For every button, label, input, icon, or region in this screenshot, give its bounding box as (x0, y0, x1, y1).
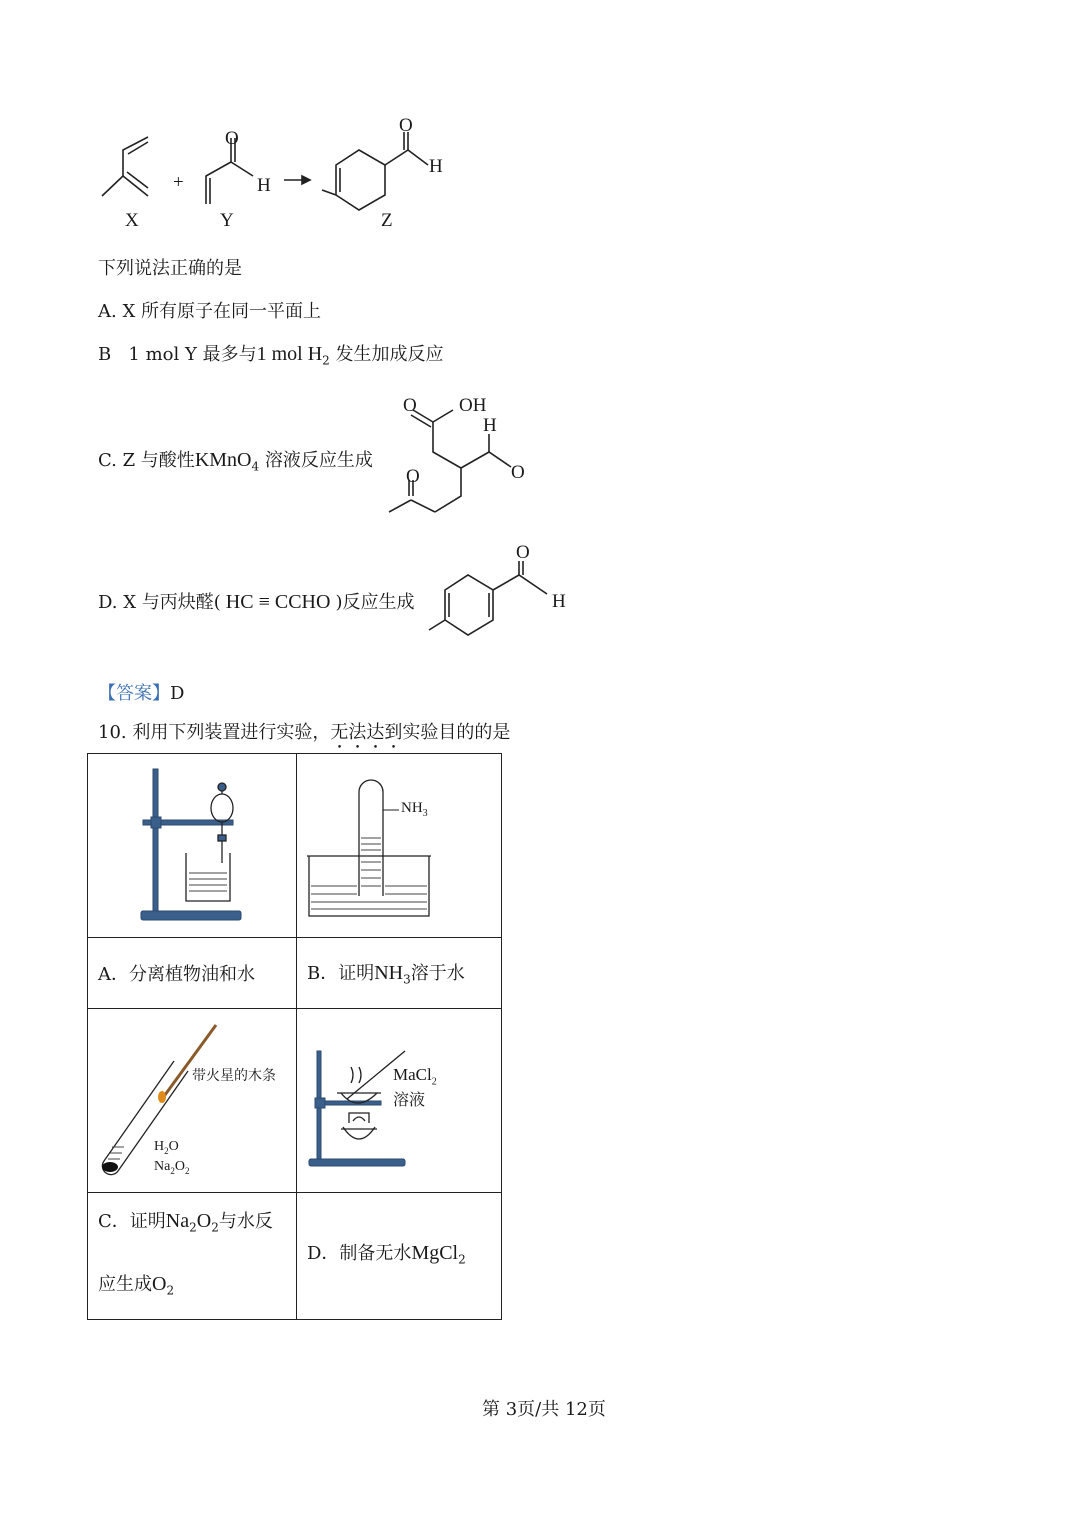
label-x: X (125, 210, 139, 231)
na2o2-figure (98, 1021, 286, 1181)
c-acid-oh: OH (459, 395, 487, 416)
c-sub-o2: 2 (166, 1283, 175, 1298)
y-oxygen: O (225, 128, 239, 149)
option-a-text: A．分离植物油和水 (98, 964, 255, 985)
c-formula-o: O (196, 1210, 212, 1233)
option-c-sub: 4 (251, 459, 260, 474)
inverted-test-tube-icon (307, 766, 491, 926)
d-oxygen: O (516, 542, 530, 563)
macl2-label: MaCl$_2$ (393, 1064, 437, 1087)
c-aldehyde-o: O (511, 462, 525, 483)
label-y: Y (220, 210, 234, 231)
option-d-cell (297, 1193, 502, 1320)
option-b-letter: B (98, 344, 112, 365)
splint-label: 带火星的木条 (192, 1067, 276, 1084)
q9-option-a: A. X 所有原子在同一平面上 (98, 301, 321, 322)
separatory-funnel-setup-icon (137, 763, 247, 923)
q10-stem-emphasis: 无法达到 (330, 722, 403, 743)
q10-apparatus-table (87, 753, 502, 1320)
test-tube-splint-icon (98, 1021, 286, 1181)
b-sub: 3 (403, 972, 411, 987)
nh3-label: $NH_3$ (401, 799, 428, 819)
answer-tag: 【答案】 (98, 683, 170, 704)
c-prefix: C．证明 (98, 1211, 166, 1233)
evaporation-figure (307, 1021, 491, 1181)
option-d-prefix: D. X 与丙炔醛( (98, 592, 221, 613)
z-oxygen: O (399, 115, 413, 136)
c-formula-o2: O (152, 1273, 167, 1295)
d-sub: 2 (458, 1252, 466, 1267)
apparatus-b-cell (297, 754, 502, 938)
h2o-label: $H_2O$ (154, 1138, 179, 1156)
apparatus-c-cell (88, 1009, 297, 1193)
plus-sign: + (173, 172, 184, 193)
c-sub-2: 2 (211, 1221, 219, 1235)
answer-line (98, 679, 184, 705)
c-aldehyde-h: H (483, 415, 497, 436)
b-formula: NH (374, 962, 404, 985)
c-line2-prefix: 应生成 (98, 1274, 152, 1295)
c-acid-oxygen: O (403, 395, 417, 416)
q9-option-d (98, 588, 414, 614)
b-suffix: 溶于水 (410, 963, 465, 985)
q9-option-b (98, 340, 444, 368)
c-suffix: 与水反 (218, 1211, 273, 1233)
option-a-cell (88, 938, 297, 1009)
c-ketone-o: O (406, 466, 420, 487)
q9-option-c (98, 446, 373, 474)
option-b-sub: 2 (322, 353, 330, 368)
answer-value: D (170, 683, 185, 704)
label-z: Z (381, 210, 393, 231)
option-c-formula: KMnO (194, 449, 252, 471)
apparatus-a-cell (88, 754, 297, 938)
c-sub-1: 2 (189, 1221, 197, 1235)
option-d-formula: HC ≡ CCHO (220, 591, 336, 613)
option-c-cell (88, 1193, 297, 1320)
d-hydrogen: H (552, 591, 566, 612)
option-c-prefix: C. Z 与酸性 (98, 450, 195, 471)
b-prefix: B．证明 (307, 963, 375, 985)
option-b-end: 发生加成反应 (329, 344, 444, 365)
nh3-fountain-figure (307, 766, 491, 926)
q10-stem (98, 718, 510, 753)
c-formula-na: Na (165, 1210, 190, 1233)
q9-stem: 下列说法正确的是 (98, 258, 242, 279)
q10-stem-suffix: 实验目的的是 (402, 722, 511, 743)
y-hydrogen: H (257, 175, 271, 196)
page-footer: 第 3页/共 12页 (482, 1399, 606, 1420)
na2o2-label: $Na_2O_2$ (154, 1158, 190, 1176)
option-d-suffix: )反应生成 (335, 592, 415, 613)
z-hydrogen: H (429, 156, 443, 177)
option-c-suffix: 溶液反应生成 (259, 450, 373, 471)
option-b-cell (297, 938, 502, 1009)
d-formula: MgCl (411, 1241, 459, 1264)
q10-stem-prefix: 10. 利用下列装置进行实验， (98, 722, 331, 743)
option-b-formula: 1 mol H (256, 343, 323, 365)
d-prefix: D．制备无水 (307, 1242, 412, 1264)
apparatus-d-cell (297, 1009, 502, 1193)
option-b-text: 1 mol Y 最多与 (128, 344, 257, 365)
solution-label: 溶液 (393, 1089, 426, 1109)
